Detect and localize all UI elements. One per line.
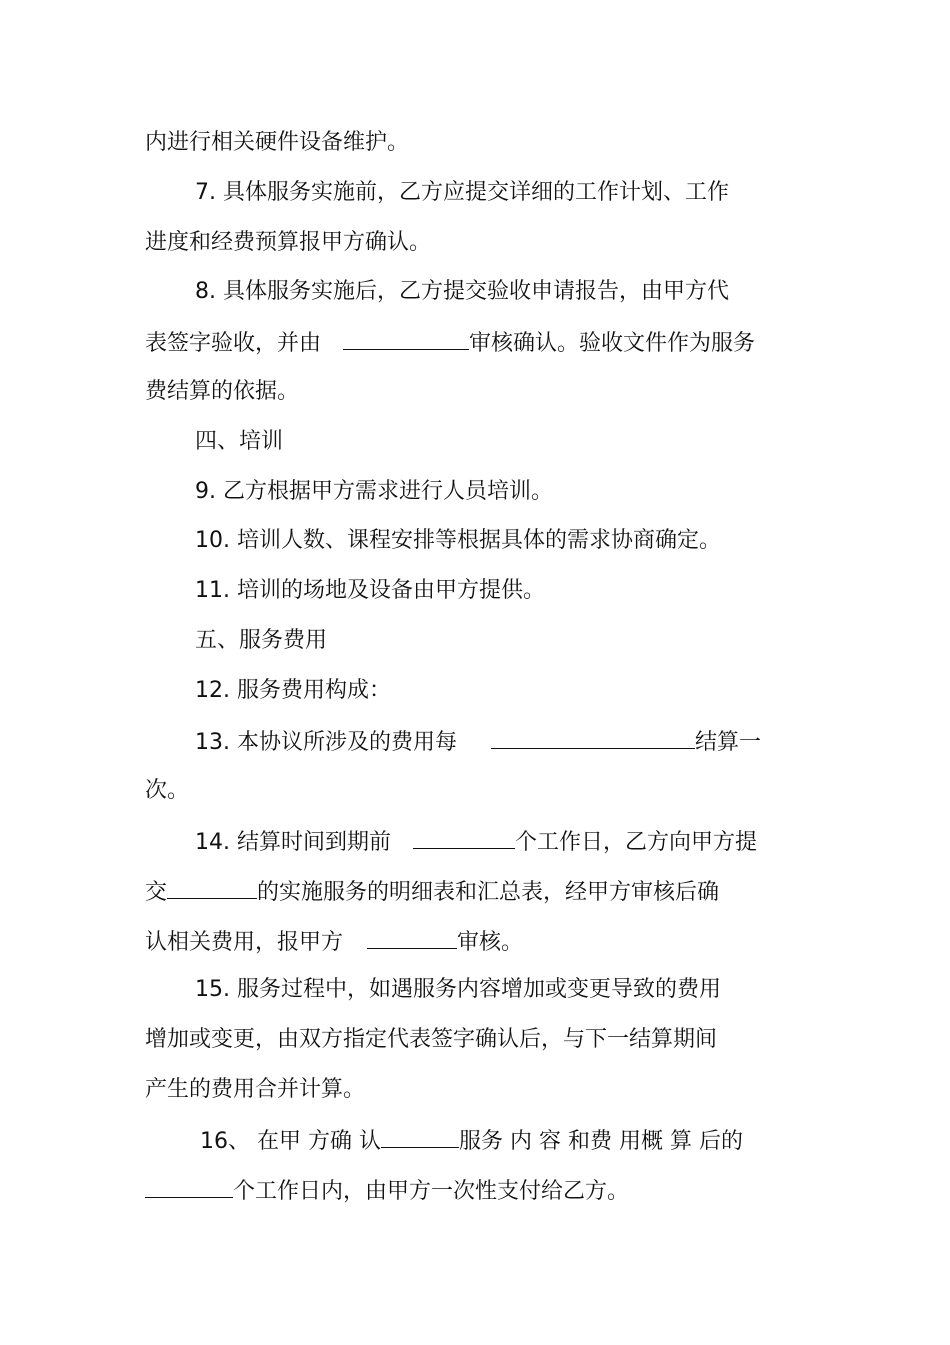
- fill-in-blank[interactable]: [343, 327, 469, 350]
- text-line: 10. 培训人数、课程安排等根据具体的需求协商确定。: [195, 528, 721, 553]
- text-segment: 14. 结算时间到期前: [195, 830, 391, 855]
- text-line: 11. 培训的场地及设备由甲方提供。: [195, 578, 545, 603]
- fill-in-blank[interactable]: [381, 1125, 459, 1148]
- text-line: 产生的费用合并计算。: [145, 1077, 366, 1102]
- text-segment: 审核确认。验收文件作为服务: [469, 331, 756, 356]
- clause-12: [195, 676, 391, 706]
- text-segment: 16、 在甲 方确 认: [200, 1129, 381, 1154]
- clause-15-line-3: [145, 1075, 365, 1105]
- clause-13-line-1: [195, 726, 761, 758]
- text-segment: 结算一: [694, 730, 761, 755]
- text-line: 次。: [145, 778, 190, 803]
- text-line: 9. 乙方根据甲方需求进行人员培训。: [195, 479, 553, 504]
- text-segment: 个工作日内，由甲方一次性支付给乙方。: [233, 1179, 630, 1204]
- section-heading: 四、培训: [195, 429, 284, 454]
- text-line: 内进行相关硬件设备维护。: [145, 130, 410, 155]
- text-segment: 交: [145, 880, 168, 905]
- text-line: 7. 具体服务实施前，乙方应提交详细的工作计划、工作: [195, 180, 729, 205]
- text-segment: 服务 内 容 和费 用概 算 后的: [458, 1129, 743, 1154]
- clause-8-line-2: [145, 327, 755, 359]
- text-segment: 认相关费用，报甲方: [145, 930, 344, 955]
- text-line: 15. 服务过程中，如遇服务内容增加或变更导致的费用: [195, 977, 721, 1002]
- section-heading-fees: [195, 626, 327, 656]
- clause-9: [195, 477, 553, 507]
- clause-14-line-2: [145, 876, 719, 908]
- section-heading-training: [195, 427, 283, 457]
- clause-15-line-1: [195, 975, 721, 1005]
- text-line: 费结算的依据。: [145, 379, 300, 404]
- text-segment: 个工作日，乙方向甲方提: [514, 830, 757, 855]
- clause-11: [195, 576, 545, 606]
- text-segment: 审核。: [457, 930, 524, 955]
- text-segment: 13. 本协议所涉及的费用每: [195, 730, 457, 755]
- clause-8-line-3: [145, 377, 299, 407]
- clause-16-line-2: [145, 1175, 629, 1207]
- fill-in-blank[interactable]: [491, 726, 695, 749]
- clause-16-line-1: [200, 1125, 743, 1157]
- clause-15-line-2: [145, 1025, 717, 1055]
- clause-14-line-1: [195, 826, 757, 858]
- clause-7-line-2: [145, 228, 431, 258]
- text-segment: 的实施服务的明细表和汇总表，经甲方审核后确: [257, 880, 720, 905]
- clause-13-line-2: [145, 776, 189, 806]
- paragraph-line: [145, 128, 409, 158]
- section-heading: 五、服务费用: [195, 628, 328, 653]
- clause-7-line-1: [195, 178, 729, 208]
- clause-14-line-3: [145, 926, 523, 958]
- fill-in-blank[interactable]: [367, 926, 457, 949]
- text-line: 进度和经费预算报甲方确认。: [145, 230, 432, 255]
- fill-in-blank[interactable]: [167, 876, 257, 899]
- text-line: 8. 具体服务实施后，乙方提交验收申请报告，由甲方代: [195, 279, 729, 304]
- text-line: 12. 服务费用构成：: [195, 678, 391, 703]
- clause-10: [195, 526, 721, 556]
- fill-in-blank[interactable]: [145, 1175, 233, 1198]
- clause-8-line-1: [195, 277, 729, 307]
- fill-in-blank[interactable]: [413, 826, 515, 849]
- text-segment: 表签字验收，并由: [145, 331, 322, 356]
- text-line: 增加或变更，由双方指定代表签字确认后，与下一结算期间: [145, 1027, 718, 1052]
